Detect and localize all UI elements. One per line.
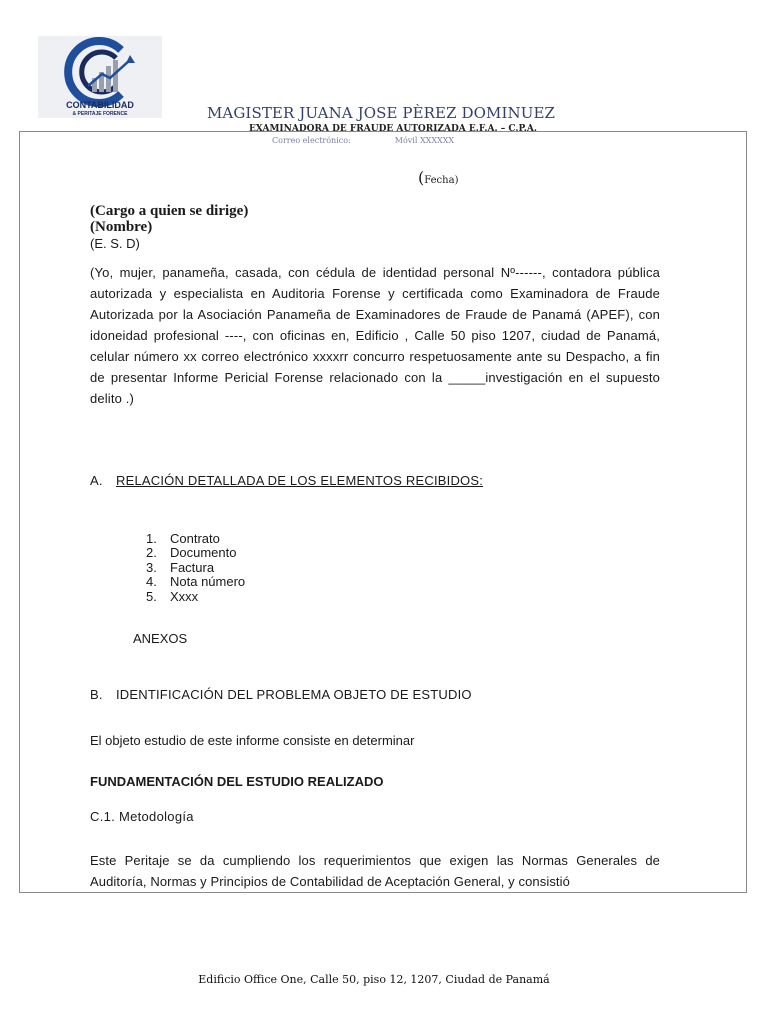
list-item: 4. Nota número [146, 574, 246, 590]
list-item: 3. Factura [146, 559, 215, 575]
phone-label: Móvil XXXXXX [394, 136, 455, 145]
methodology-heading: C.1. Metodología [90, 809, 194, 824]
recipient-name: (Nombre) [90, 219, 153, 235]
section-b-title: IDENTIFICACIÓN DEL PROBLEMA OBJETO DE ESTUDIO [116, 687, 472, 702]
author-subtitle: EXAMINADORA DE FRAUDE AUTORIZADA E.F.A. – C.P.A. [248, 124, 538, 134]
date-placeholder [418, 168, 458, 187]
elements-list [146, 532, 245, 604]
section-a-title: RELACIÓN DETALLADA DE LOS ELEMENTOS RECIBIDOS: [116, 473, 484, 488]
logo-line1: CONTABILIDAD [66, 100, 134, 110]
list-item: 1. Contrato [146, 531, 220, 546]
list-item: 5. Xxxx [146, 588, 199, 604]
section-b-heading [90, 687, 472, 702]
section-b-letter: B. [90, 687, 103, 702]
footer-address: Edificio Office One, Calle 50, piso 12, 1207, Ciudad de Panamá [198, 973, 550, 986]
recipient-title: (Cargo a quien se dirige) [90, 203, 249, 219]
author-name: MAGISTER JUANA JOSE PÈREZ DOMINUEZ [206, 104, 556, 122]
esd-line: (E. S. D) [90, 236, 140, 251]
list-item: 2. Documento [146, 545, 237, 561]
objeto-text: El objeto estudio de este informe consiste en determinar [90, 733, 415, 748]
recipient-block [90, 203, 248, 235]
intro-paragraph: (Yo, mujer, panameña, casada, con cédula de identidad personal Nº------, contadora pública autorizada y especialista en Auditoria Forense y certificada como Examinadora de Fraude Autorizada por la Asociación Panameña de Examinadores de Fraude de Panamá (APEF), con idoneidad profesional ----, con oficinas en, Edificio , Calle 50 piso 1207, ciudad de Panamá, celular número xx correo electrónico xxxxrr concurro respetuosamente ante su Despacho, a fin de presentar Informe Pericial Forense relacionado con la _____investigación en el supuesto delito .) [90, 265, 660, 406]
date-paren: ( [418, 168, 425, 187]
email-label: Correo electrónico: [272, 136, 351, 145]
closing-paragraph: Este Peritaje se da cumpliendo los requerimientos que exigen las Normas Generales de Auditoría, Normas y Principios de Contabilidad de Aceptación General, y consistió [90, 853, 660, 889]
anexos-label: ANEXOS [133, 631, 188, 646]
date-text: Fecha) [424, 175, 459, 186]
fundamentacion-heading: FUNDAMENTACIÓN DEL ESTUDIO REALIZADO [90, 774, 384, 789]
logo-line2: & PERITAJE FORENCE [72, 111, 128, 117]
section-a-heading [90, 473, 483, 488]
section-a-letter: A. [90, 473, 103, 488]
